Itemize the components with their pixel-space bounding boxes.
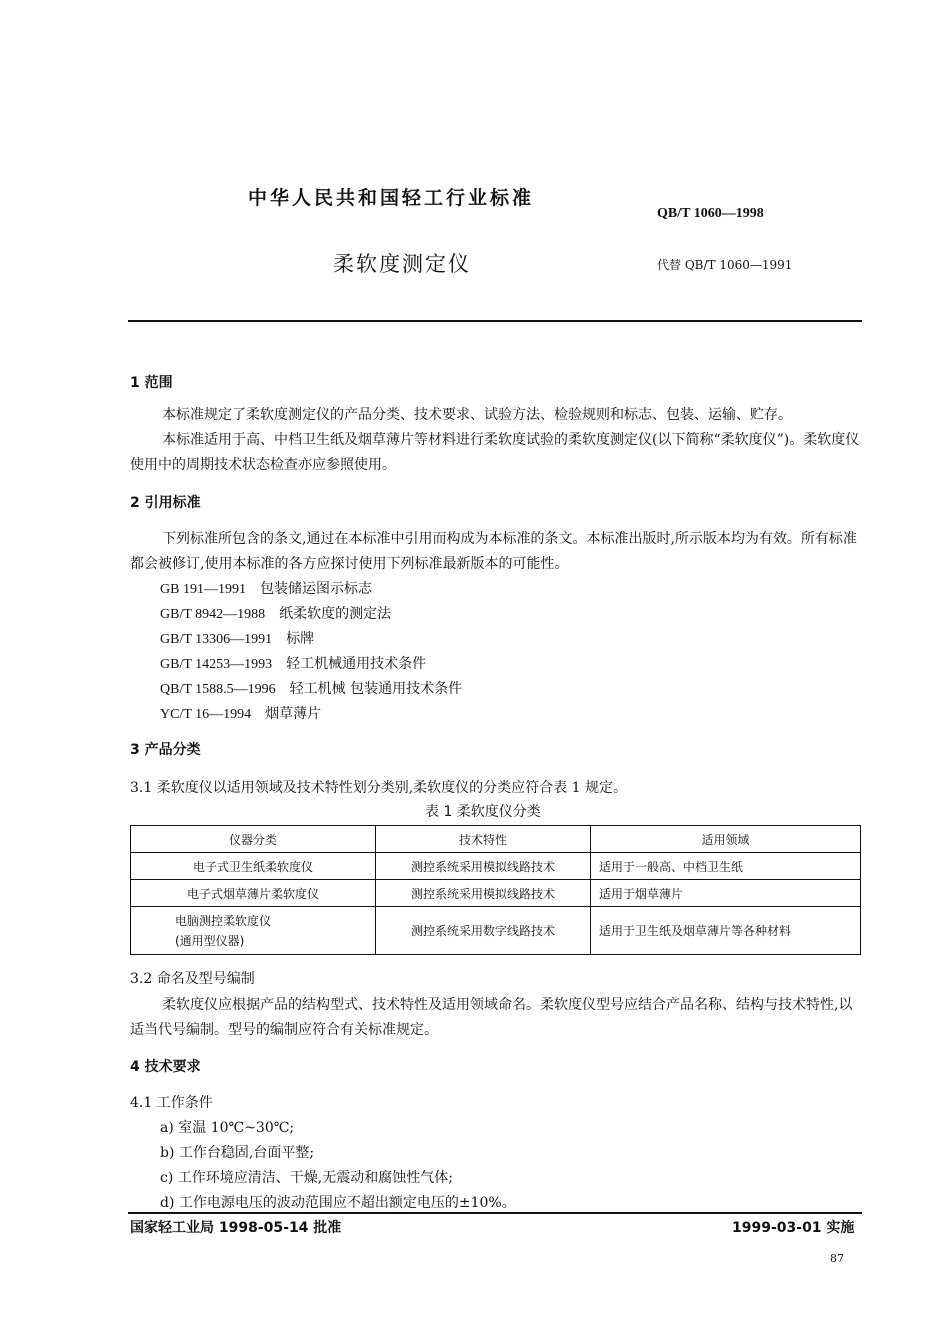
- clause-3-2-heading: 3.2 命名及型号编制: [130, 971, 255, 987]
- table-header-cell: 仪器分类: [131, 826, 376, 853]
- reference-code: QB/T 1588.5—1996: [160, 682, 276, 697]
- condition-item: a) 室温 10℃~30℃;: [160, 1120, 295, 1136]
- issuing-authority-title: 中华人民共和国轻工行业标准: [248, 187, 535, 209]
- section-1-paragraph-2: 本标准适用于高、中档卫生纸及烟草薄片等材料进行柔软度试验的柔软度测定仪(以下简称“柔软度仪”)。柔软度仪使用中的周期技术状态检查亦应参照使用。: [130, 432, 860, 473]
- table-cell: 测控系统采用数字线路技术: [376, 907, 591, 955]
- reference-code: YC/T 16—1994: [160, 707, 252, 722]
- table-cell: 测控系统采用模拟线路技术: [376, 853, 591, 880]
- section-1-heading: 1 范围: [130, 375, 173, 391]
- table-cell: 电子式烟草薄片柔软度仪: [131, 880, 376, 907]
- section-2-heading: 2 引用标准: [130, 495, 201, 511]
- table-row: [131, 853, 861, 880]
- table-cell: [131, 907, 376, 955]
- table-cell: 适用于烟草薄片: [591, 880, 861, 907]
- table-cell: 适用于卫生纸及烟草薄片等各种材料: [591, 907, 861, 955]
- reference-code: GB/T 13306—1991: [160, 632, 273, 647]
- effective-date-line: 1999-03-01 实施: [732, 1220, 855, 1236]
- reference-name: 标牌: [286, 631, 315, 647]
- reference-item: [160, 703, 321, 723]
- condition-item: c) 工作环境应清洁、干燥,无震动和腐蚀性气体;: [160, 1170, 453, 1186]
- reference-item: [160, 628, 314, 648]
- reference-name: 包装储运图示标志: [259, 581, 372, 597]
- table-header-cell: 适用领域: [591, 826, 861, 853]
- footer-divider: [128, 1212, 862, 1214]
- table-caption: 表 1 柔软度仪分类: [425, 804, 541, 820]
- table-cell: 适用于一般高、中档卫生纸: [591, 853, 861, 880]
- table-row: [131, 880, 861, 907]
- reference-name: 烟草薄片: [265, 706, 322, 722]
- section-4-heading: 4 技术要求: [130, 1059, 201, 1075]
- clause-3-2-paragraph: 柔软度仪应根据产品的结构型式、技术特性及适用领域命名。柔软度仪型号应结合产品名称、结构与技术特性,以适当代号编制。型号的编制应符合有关标准规定。: [130, 997, 853, 1038]
- table-cell: 测控系统采用模拟线路技术: [376, 880, 591, 907]
- standard-code: QB/T 1060—1998: [657, 206, 764, 221]
- clause-3-1: 3.1 柔软度仪以适用领域及技术特性划分类别,柔软度仪的分类应符合表 1 规定。: [130, 780, 627, 796]
- reference-name: 轻工机械 包装通用技术条件: [289, 681, 463, 697]
- approval-line: 国家轻工业局 1998-05-14 批准: [130, 1220, 342, 1236]
- classification-table: [130, 825, 861, 955]
- table-header-row: [131, 826, 861, 853]
- header-divider: [128, 320, 862, 322]
- section-3-heading: 3 产品分类: [130, 742, 201, 758]
- table-cell-line: 电脑测控柔软度仪: [175, 913, 272, 928]
- reference-item: [160, 603, 391, 623]
- replaces-standard: 代替 QB/T 1060—1991: [657, 258, 793, 272]
- reference-item: [160, 578, 372, 598]
- section-1-paragraph-1: 本标准规定了柔软度测定仪的产品分类、技术要求、试验方法、检验规则和标志、包装、运输、贮存。: [162, 407, 792, 423]
- condition-item: d) 工作电源电压的波动范围应不超出额定电压的±10%。: [160, 1195, 516, 1211]
- reference-name: 轻工机械通用技术条件: [286, 656, 427, 672]
- document-title: 柔软度测定仪: [333, 252, 471, 276]
- section-2-paragraph: 下列标准所包含的条文,通过在本标准中引用而构成为本标准的条文。本标准出版时,所示版本均为有效。所有标准都会被修订,使用本标准的各方应探讨使用下列标准最新版本的可能性。: [130, 531, 857, 572]
- page-number: 87: [830, 1252, 844, 1265]
- reference-item: [160, 653, 426, 673]
- condition-item: b) 工作台稳固,台面平整;: [160, 1145, 315, 1161]
- table-header-cell: 技术特性: [376, 826, 591, 853]
- table-cell: 电子式卫生纸柔软度仪: [131, 853, 376, 880]
- reference-item: [160, 678, 462, 698]
- reference-name: 纸柔软度的测定法: [279, 606, 392, 622]
- reference-code: GB/T 14253—1993: [160, 657, 273, 672]
- table-cell-line: (通用型仪器): [175, 933, 245, 948]
- table-row: [131, 907, 861, 955]
- reference-code: GB/T 8942—1988: [160, 607, 266, 622]
- reference-code: GB 191—1991: [160, 582, 246, 597]
- clause-4-1-heading: 4.1 工作条件: [130, 1095, 213, 1111]
